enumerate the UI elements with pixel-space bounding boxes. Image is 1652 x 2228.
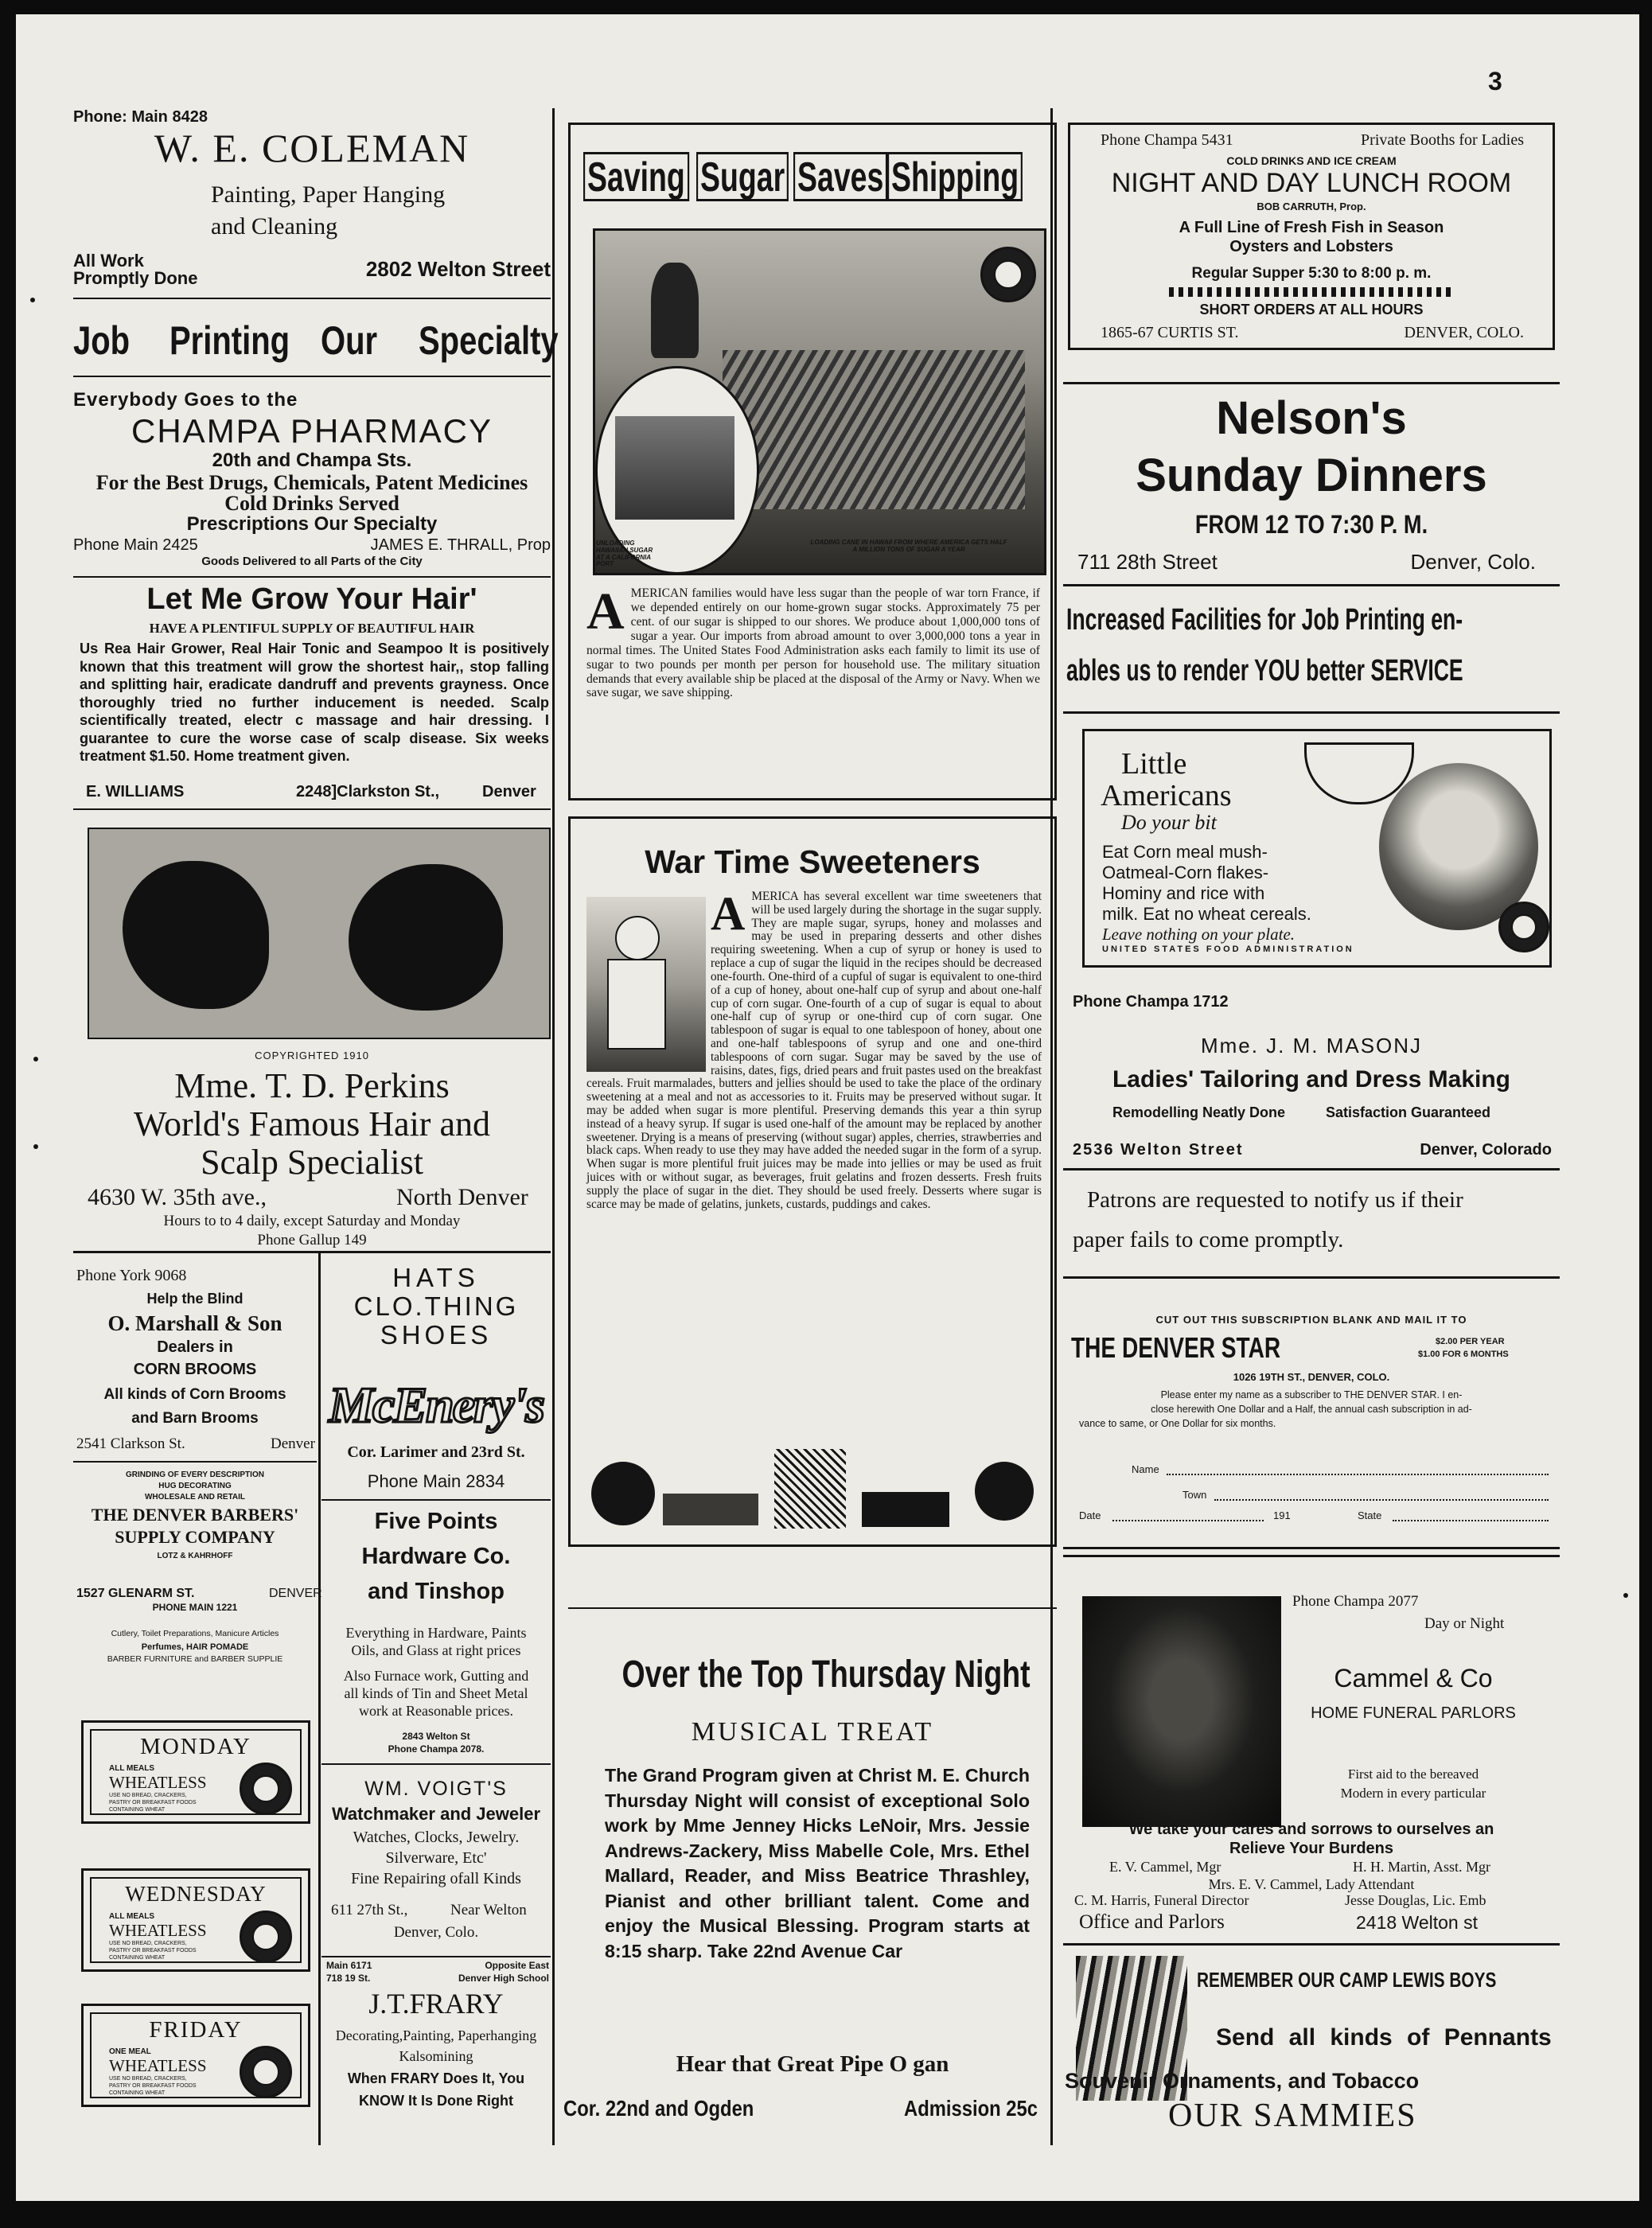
saving-sugar-body <box>586 582 1040 700</box>
sub-name-label: Name <box>1132 1463 1159 1475</box>
margin-mark <box>1623 1593 1628 1598</box>
cammel-title: HOME FUNERAL PARLORS <box>1311 1704 1516 1722</box>
divider <box>73 576 551 578</box>
camp-lewis-line3: Souvenir Ornaments, and Tobacco <box>1065 2069 1420 2093</box>
town-line <box>1214 1499 1549 1501</box>
little-title1: Little <box>1121 747 1187 781</box>
war-sweeteners-text: MERICA has several excellent war time sweeteners that will be used largely during the shortage in the sugar supply. They are maple sugar, syrups, honey and molasses and may be used in preparing desserts and other dishes requiring sweetening. When a cup of syrup or honey is used to replace a cup of sugar the liquid in the recipes should be decreased one-fourth. One-third of a cupful of sugar is equivalent to one-third of a cup of honey, about one-half cup of syrup and about one-half cup of corn sugar. One-fourth of a cup of sugar is equal to about one-half cup of syrup or one-third cup of corn sugar. One tablespoon of sugar is equal to one tablespoon of honey, about one and one-half tablespoons of syrup and one and one-third tablespoons of corn sugar. Sugar may be saved by the use of raisins, dates, figs, dried pears and fruit pastes used on the breakfast cereals. Fruit marmalades, butters and jellies should be used to take the place of the ordinary sweetening at a meal and not as accessories to it. Fruits may be preserved without sugar. It may be added when sugar is more plentiful. Preserving demands this year a thin syrup instead of a heavy syrup. If sugar is used one-half of the amount may be replaced by another sweetener. Drying is a means of preserving (without sugar) apples, cherries, strawberries and black caps. When ready to use they may have added the needed sugar in the form of a syrup. When sugar is more plentiful fruit juices may be made into jellies or may be used as fruit juices with or without sugar, as beverages, fruit gelatins and frozen desserts. Fresh fruits supply the place of sugar in the diet. They should be used freely. Desserts where sugar is scarce may be made of gelatins, junkets, custards, puddings and cakes. <box>586 890 1042 1211</box>
little-line4: milk. Eat no wheat cereals. <box>1102 904 1311 924</box>
food-administration-seal-icon <box>240 2046 292 2098</box>
mceneny-address: Cor. Larimer and 23rd St. <box>347 1443 525 1461</box>
cammel-address: 2418 Welton st <box>1356 1912 1479 1933</box>
lunch-name: NIGHT AND DAY LUNCH ROOM <box>1111 168 1512 198</box>
cammel-staff1: E. V. Cammel, Mgr <box>1109 1859 1221 1875</box>
camp-lewis-line4: OUR SAMMIES <box>1168 2098 1417 2134</box>
saving-sugar-text: MERICAN families would have less sugar than the people of war torn France, if we depended entirely on our home-grown sugar stocks. Approximately 75 per cent. of our sugar is shipped to our shores. We produce about 1,000,000 tons of sugar a year. Our imports from abroad amount to over 3,000,000 tons a year in normal times. The United States Food Administration asks each family to limit its use of sugar to two pounds per month per person for household use. The military situation demands that every available ship be placed at the disposal of the Army or Navy. When we save sugar, we save shipping. <box>586 586 1040 700</box>
headline-word: Sugar <box>696 152 789 201</box>
five-points-line1: Five Points <box>374 1509 498 1534</box>
five-points-address: 2843 Welton St <box>402 1731 470 1742</box>
food-administration-seal-icon <box>240 1763 292 1815</box>
marshall-dealers: Dealers in <box>157 1338 233 1356</box>
perkins-line1: Mme. T. D. Perkins <box>174 1066 450 1105</box>
lunch-address: 1865-67 CURTIS ST. <box>1101 324 1239 341</box>
food-administration-seal-icon <box>980 247 1036 302</box>
divider <box>1063 382 1560 384</box>
column-rule-split <box>318 1252 321 2145</box>
divider <box>1063 1555 1560 1557</box>
voigt-city: Denver, Colo. <box>393 1924 479 1941</box>
wheatless-fine3: CONTAINING WHEAT <box>109 1807 166 1813</box>
mason-city: Denver, Colorado <box>1420 1141 1552 1159</box>
sub-date-label: Date <box>1079 1509 1101 1521</box>
sub-paper: THE DENVER STAR <box>1071 1331 1281 1364</box>
pharmacy-line3: Prescriptions Our Specialty <box>186 513 438 535</box>
coleman-phone: Phone: Main 8428 <box>73 108 208 126</box>
divider <box>1063 711 1560 714</box>
hair-name: E. WILLIAMS <box>86 783 185 800</box>
voigt-line3: Fine Repairing ofall Kinds <box>351 1870 521 1887</box>
perkins-copyright: COPYRIGHTED 1910 <box>255 1050 369 1061</box>
five-points-line2: Hardware Co. <box>361 1544 511 1569</box>
pharmacy-intro: Everybody Goes to the <box>73 389 298 411</box>
cammel-staff5: Jesse Douglas, Lic. Emb <box>1345 1892 1486 1908</box>
cammel-staff4: C. M. Harris, Funeral Director <box>1074 1892 1249 1908</box>
divider <box>1063 1276 1560 1279</box>
cammel-aid2: Modern in every particular <box>1340 1786 1486 1801</box>
cammel-care2: Relieve Your Burdens <box>1229 1840 1393 1857</box>
facilities-line2: ables us to render YOU better SERVICE <box>1066 654 1463 687</box>
divider <box>568 1607 1057 1609</box>
over-the-top-body: The Grand Program given at Christ M. E. Church Thursday Night will consist of exceptional Solo work by Mme Jenney Hicks LeNoir, Mrs. Jessie Andrews-Zackery, Miss Mabelle Cole, Mrs. Ethel Mallard, Reader, and Miss Beatrice Thrashley, Pianist and other brilliant talent. Come and enjoy the Musical Blessing. Program starts at 8:15 sharp. Take 22nd Avenue Car <box>605 1765 1030 1961</box>
pharmacy-line2: Cold Drinks Served <box>224 492 399 515</box>
frary-line3: When FRARY Does It, You <box>347 2070 525 2086</box>
wheatless-label: WHEATLESS <box>109 2056 207 2075</box>
divider <box>1063 1943 1560 1946</box>
cammel-office: Office and Parlors <box>1079 1911 1225 1933</box>
patrons-line2: paper fails to come promptly. <box>1073 1227 1344 1252</box>
sub-town-label: Town <box>1183 1489 1207 1501</box>
column-rule-left <box>552 108 555 2145</box>
wheatless-day: WEDNESDAY <box>125 1882 267 1906</box>
perkins-phone: Phone Gallup 149 <box>257 1232 367 1248</box>
wavy-divider <box>1169 287 1452 297</box>
sub-price2: $1.00 FOR 6 MONTHS <box>1418 1350 1509 1359</box>
divider <box>73 1461 317 1463</box>
over-the-top-admission: Admission 25c <box>904 2096 1038 2121</box>
perkins-hours: Hours to to 4 daily, except Saturday and Monday <box>163 1213 461 1229</box>
barbers-phone: PHONE MAIN 1221 <box>152 1602 238 1613</box>
wheatless-fine3: CONTAINING WHEAT <box>109 2090 166 2096</box>
frary-phone1: Main 6171 <box>326 1960 372 1971</box>
sub-fine3: vance to same, or One Dollar for six months. <box>1079 1418 1276 1429</box>
name-line <box>1167 1474 1549 1475</box>
sugar-shipping-illustration <box>593 228 1046 575</box>
nelson-hours: FROM 12 TO 7:30 P. M. <box>1194 510 1428 539</box>
coleman-left2: Promptly Done <box>73 268 198 288</box>
five-points-body2: Oils, and Glass at right prices <box>351 1642 521 1658</box>
kitchen-jars-illustration <box>591 1446 1034 1535</box>
coleman-line1: Painting, Paper Hanging <box>211 181 446 208</box>
lunch-line2: Oysters and Lobsters <box>1229 238 1393 255</box>
marshall-line2: and Barn Brooms <box>131 1410 259 1427</box>
newspaper-page <box>16 14 1639 2201</box>
cammel-hours: Day or Night <box>1424 1615 1505 1632</box>
voigt-title: Watchmaker and Jeweler <box>331 1804 541 1824</box>
divider <box>73 808 551 810</box>
divider <box>321 1499 551 1501</box>
sub-address: 1026 19TH ST., DENVER, COLO. <box>1233 1371 1390 1383</box>
food-administration-seal-icon <box>1498 902 1549 952</box>
nelson-address: 711 28th Street <box>1077 550 1218 574</box>
marshall-product: CORN BROOMS <box>133 1361 257 1378</box>
job-printing-word-2: Printing <box>169 318 290 363</box>
sub-fine1: Please enter my name as a subscriber to THE DENVER STAR. I en- <box>1160 1389 1463 1400</box>
cammel-aid1: First aid to the bereaved <box>1347 1766 1479 1782</box>
cammel-phone: Phone Champa 2077 <box>1292 1593 1419 1610</box>
pharmacy-delivery: Goods Delivered to all Parts of the City <box>201 555 423 568</box>
little-americans-ad <box>1082 729 1552 968</box>
mason-title: Ladies' Tailoring and Dress Making <box>1112 1066 1511 1093</box>
lunch-booths: Private Booths for Ladies <box>1361 131 1524 149</box>
barbers-top1: GRINDING OF EVERY DESCRIPTION <box>126 1470 264 1479</box>
hair-silhouette-image <box>88 828 551 1039</box>
headline-word: Saving <box>583 152 689 201</box>
perkins-line3: Scalp Specialist <box>201 1143 423 1182</box>
little-line2: Oatmeal-Corn flakes- <box>1102 863 1269 882</box>
sub-price1: $2.00 PER YEAR <box>1436 1337 1505 1346</box>
voigt-line1: Watches, Clocks, Jewelry. <box>353 1829 520 1846</box>
mason-phone: Phone Champa 1712 <box>1073 993 1229 1011</box>
hair-subhead: HAVE A PLENTIFUL SUPPLY OF BEAUTIFUL HAIR <box>149 621 475 636</box>
over-the-top-subhead: MUSICAL TREAT <box>691 1717 934 1747</box>
marshall-address: 2541 Clarkson St. <box>76 1435 185 1452</box>
marshall-line1: All kinds of Corn Brooms <box>103 1386 286 1403</box>
margin-mark <box>33 1057 38 1061</box>
wheatless-fine1: USE NO BREAD, CRACKERS, <box>109 1941 187 1946</box>
headline-word: Saves <box>793 152 887 201</box>
marshall-phone: Phone York 9068 <box>76 1267 187 1284</box>
little-title2: Americans <box>1101 779 1232 812</box>
wheatless-fine2: PASTRY OR BREAKFAST FOODS <box>109 1800 197 1805</box>
little-title3: Do your bit <box>1121 811 1217 834</box>
voigt-line2: Silverware, Etc' <box>385 1849 487 1867</box>
facilities-line1: Increased Facilities for Job Printing en- <box>1066 603 1463 637</box>
lunch-phone: Phone Champa 5431 <box>1101 131 1233 149</box>
mceneny-line2: CLO.THING <box>353 1291 519 1321</box>
nelson-line2: Sunday Dinners <box>1136 450 1487 501</box>
mason-left: Remodelling Neatly Done <box>1112 1104 1286 1120</box>
mason-name: Mme. J. M. MASONJ <box>1200 1034 1423 1058</box>
little-line3: Hominy and rice with <box>1102 883 1265 903</box>
coleman-name: W. E. COLEMAN <box>154 126 470 170</box>
sub-cutout: CUT OUT THIS SUBSCRIPTION BLANK AND MAIL IT TO <box>1155 1314 1467 1326</box>
frary-opp2: Denver High School <box>458 1973 549 1984</box>
nelson-city: Denver, Colo. <box>1410 550 1536 574</box>
barbers-name1: THE DENVER BARBERS' <box>91 1505 299 1525</box>
lunch-orders: SHORT ORDERS AT ALL HOURS <box>1199 302 1424 317</box>
director-portrait-image <box>1082 1596 1281 1827</box>
voigt-address: 611 27th St., <box>331 1902 408 1918</box>
barbers-line2: Perfumes, HAIR POMADE <box>141 1642 249 1652</box>
over-the-top-headline: Over the Top Thursday Night <box>621 1653 1031 1696</box>
frary-line1: Decorating,Painting, Paperhanging <box>335 2027 537 2043</box>
frary-line2: Kalsomining <box>399 2048 473 2064</box>
barbers-line1: Cutlery, Toilet Preparations, Manicure Articles <box>111 1629 279 1638</box>
barbers-name2: SUPPLY COMPANY <box>115 1527 275 1547</box>
date-line <box>1112 1520 1264 1521</box>
margin-mark <box>33 1144 38 1149</box>
wheatless-meals: ALL MEALS <box>109 1912 155 1921</box>
divider <box>73 376 551 377</box>
saving-sugar-caption-left: UNLOADING HAWAIIAN SUGAR AT A CALIFORNIA PORT <box>596 539 653 568</box>
divider <box>73 298 551 299</box>
cammel-care1: We take your cares and sorrows to ourselves an <box>1128 1821 1494 1838</box>
coleman-address: 2802 Welton Street <box>365 257 551 281</box>
saving-sugar-article <box>568 123 1057 800</box>
barbers-city: DENVER <box>269 1587 322 1600</box>
lunch-city: DENVER, COLO. <box>1404 324 1524 341</box>
five-points-body4: all kinds of Tin and Sheet Metal <box>344 1685 528 1701</box>
food-administration-seal-icon <box>240 1911 292 1963</box>
wheatless-fine1: USE NO BREAD, CRACKERS, <box>109 1793 187 1798</box>
perkins-address: 4630 W. 35th ave., <box>88 1184 267 1210</box>
frary-name: J.T.FRARY <box>368 1988 504 2020</box>
marshall-name: O. Marshall & Son <box>107 1311 282 1335</box>
wheatless-card-monday <box>81 1720 310 1824</box>
barbers-owners: LOTZ & KAHRHOFF <box>157 1552 233 1560</box>
wheatless-meals: ALL MEALS <box>109 1764 155 1773</box>
sub-fine2: close herewith One Dollar and a Half, the annual cash subscription in ad- <box>1151 1404 1472 1415</box>
mason-address: 2536 Welton Street <box>1073 1141 1244 1159</box>
coleman-left1: All Work <box>73 251 144 271</box>
marshall-help: Help the Blind <box>146 1291 244 1307</box>
pharmacy-phone: Phone Main 2425 <box>73 536 198 554</box>
voigt-near: Near Welton <box>450 1902 527 1918</box>
wheatless-day: FRIDAY <box>149 2017 243 2043</box>
dropcap: A <box>711 887 746 940</box>
pharmacy-line1: For the Best Drugs, Chemicals, Patent Medicines <box>95 471 528 494</box>
wheatless-fine2: PASTRY OR BREAKFAST FOODS <box>109 2083 197 2089</box>
job-printing-word-1: Job <box>73 318 131 363</box>
wheatless-meals: ONE MEAL <box>109 2047 151 2056</box>
page-number: 3 <box>1488 67 1502 95</box>
wheatless-label: WHEATLESS <box>109 1921 207 1940</box>
divider <box>1063 1168 1560 1170</box>
little-line1: Eat Corn meal mush- <box>1102 842 1268 862</box>
five-points-body3: Also Furnace work, Gutting and <box>343 1668 529 1684</box>
divider <box>321 1956 551 1957</box>
lunch-supper: Regular Supper 5:30 to 8:00 p. m. <box>1191 265 1432 282</box>
five-points-line3: and Tinshop <box>368 1579 505 1604</box>
cammel-staff3: Mrs. E. V. Cammel, Lady Attendant <box>1208 1876 1415 1892</box>
wheatless-fine1: USE NO BREAD, CRACKERS, <box>109 2076 187 2082</box>
sub-year: 191 <box>1273 1509 1291 1521</box>
margin-mark <box>30 298 35 302</box>
camp-lewis-line2: Send all kinds of Pennants <box>1216 2024 1552 2051</box>
coleman-line2: and Cleaning <box>211 213 338 240</box>
five-points-body1: Everything in Hardware, Paints <box>345 1625 527 1641</box>
mceneny-phone: Phone Main 2834 <box>367 1471 505 1491</box>
voigt-name: WM. VOIGT'S <box>364 1778 508 1800</box>
lunch-prop: BOB CARRUTH, Prop. <box>1257 201 1366 212</box>
divider <box>1063 1547 1560 1549</box>
hair-headline: Let Me Grow Your Hair' <box>146 582 477 616</box>
patrons-line1: Patrons are requested to notify us if their <box>1087 1187 1463 1213</box>
barbers-top3: WHOLESALE AND RETAIL <box>144 1493 246 1502</box>
five-points-body5: work at Reasonable prices. <box>359 1703 513 1719</box>
war-sweeteners-headline: War Time Sweeteners <box>645 843 980 880</box>
little-agency: UNITED STATES FOOD ADMINISTRATION <box>1102 945 1354 954</box>
perkins-area: North Denver <box>396 1184 528 1210</box>
wheatless-label: WHEATLESS <box>109 1773 207 1792</box>
job-printing-word-4: Specialty <box>419 318 559 363</box>
state-line <box>1393 1520 1549 1521</box>
pharmacy-streets: 20th and Champa Sts. <box>212 450 412 471</box>
wheatless-card-wednesday <box>81 1868 310 1972</box>
war-sweeteners-body <box>586 887 1042 1212</box>
frary-line4: KNOW It Is Done Right <box>359 2093 513 2109</box>
wheatless-fine2: PASTRY OR BREAKFAST FOODS <box>109 1948 197 1953</box>
hair-body: Us Rea Hair Grower, Real Hair Tonic and Seampoo It is positively known that this treatment will grow the shortest hair,, stop falling and splitting hair, eradicate dandruff and prevents grayness. Once thoroughly tried no further inducement is needed. Scalp scientifically treated, electr c massage and hair dressing. I guarantee to cure the worse case of scalp disease. Six weeks treatment $1.50. Home treatment given. <box>80 641 549 765</box>
lunch-drinks: COLD DRINKS AND ICE CREAM <box>1226 154 1397 167</box>
dropcap: A <box>586 582 625 641</box>
mceneny-line1: HATS <box>392 1263 480 1292</box>
over-the-top-organ: Hear that Great Pipe O gan <box>676 2051 949 2077</box>
cammel-staff2: H. H. Martin, Asst. Mgr <box>1353 1859 1491 1875</box>
barbers-line3: BARBER FURNITURE and BARBER SUPPLIE <box>107 1654 283 1664</box>
pharmacy-prop: JAMES E. THRALL, Prop <box>370 536 551 554</box>
camp-lewis-line1: REMEMBER OUR CAMP LEWIS BOYS <box>1197 1968 1497 1992</box>
sub-state-label: State <box>1358 1509 1382 1521</box>
nelson-line1: Nelson's <box>1216 392 1407 444</box>
perkins-line2: World's Famous Hair and <box>134 1104 490 1143</box>
cammel-name: Cammel & Co <box>1334 1664 1493 1692</box>
divider <box>321 1763 551 1765</box>
saving-sugar-headline <box>583 152 1043 201</box>
barbers-top2: HUG DECORATING <box>158 1482 232 1490</box>
war-sweeteners-article <box>568 816 1057 1547</box>
hair-city: Denver <box>482 783 536 800</box>
five-points-phone: Phone Champa 2078. <box>388 1743 485 1755</box>
frary-phone2: 718 19 St. <box>326 1973 371 1984</box>
divider <box>73 1251 551 1253</box>
wheatless-fine3: CONTAINING WHEAT <box>109 1955 166 1961</box>
job-printing-word-3: Our <box>321 318 378 363</box>
over-the-top-location: Cor. 22nd and Ogden <box>563 2096 754 2121</box>
mceneny-line3: SHOES <box>380 1320 493 1350</box>
divider <box>1063 584 1560 586</box>
pharmacy-name: CHAMPA PHARMACY <box>131 412 493 450</box>
saving-sugar-caption-right: LOADING CANE IN HAWAII FROM WHERE AMERICA GETS HALF A MILLION TONS OF SUGAR A YEAR <box>810 539 1007 554</box>
mason-right: Satisfaction Guaranteed <box>1326 1104 1491 1120</box>
lunch-room-ad <box>1068 123 1555 350</box>
headline-word: Shipping <box>887 152 1023 201</box>
barbers-address: 1527 GLENARM ST. <box>76 1587 195 1600</box>
marshall-city: Denver <box>271 1435 315 1452</box>
frary-opp1: Opposite East <box>485 1960 549 1971</box>
hair-address: 2248]Clarkston St., <box>296 783 440 800</box>
little-line5: Leave nothing on your plate. <box>1102 925 1295 944</box>
mceneny-logo: McEnery's <box>329 1377 544 1433</box>
wheatless-day: MONDAY <box>140 1734 251 1759</box>
wheatless-card-friday <box>81 2004 310 2107</box>
lunch-line1: A Full Line of Fresh Fish in Season <box>1179 219 1444 236</box>
